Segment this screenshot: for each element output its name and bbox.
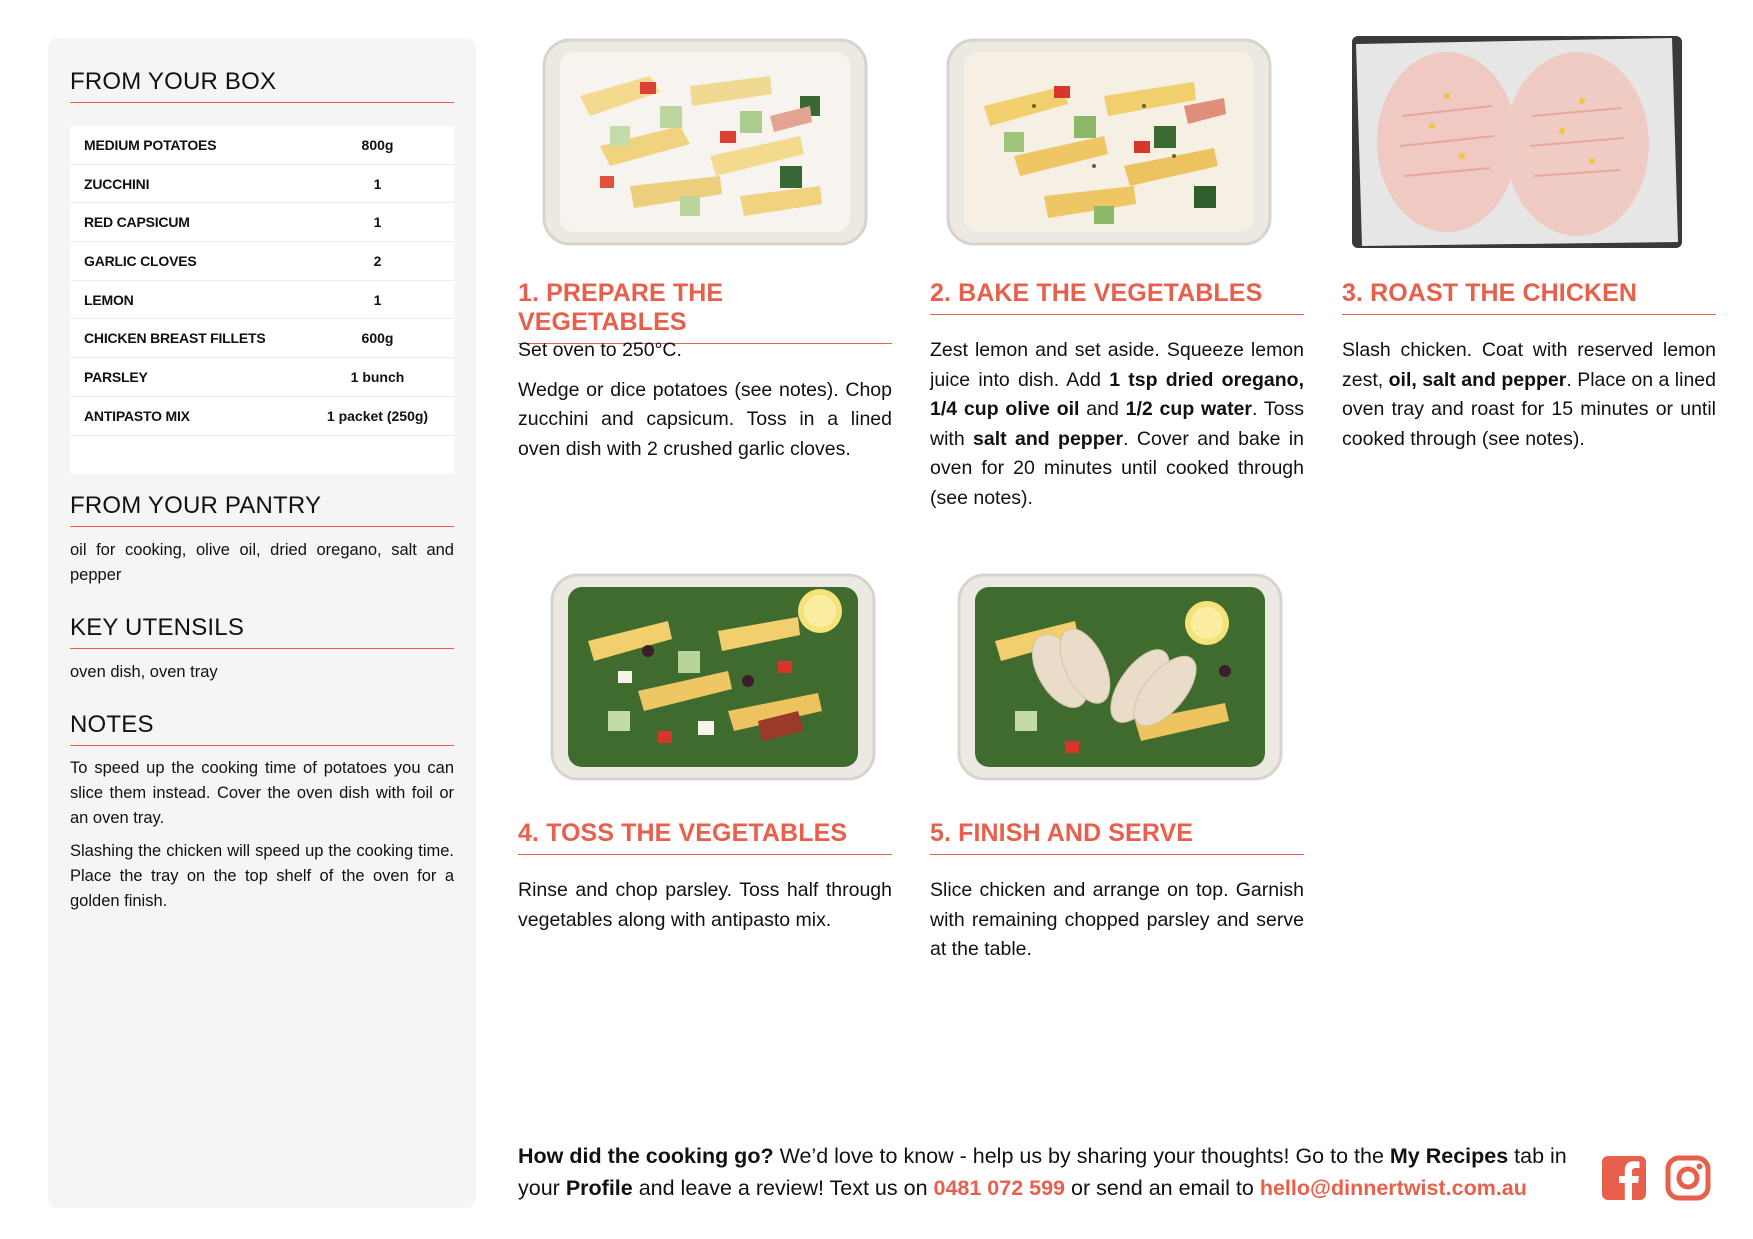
ingredient-name: PARSLEY (84, 368, 148, 385)
from-your-pantry-heading: FROM YOUR PANTRY (70, 492, 454, 527)
step-1-para-1: Set oven to 250°C. (518, 339, 682, 361)
pantry-text: oil for cooking, olive oil, dried oregano, salt and pepper (70, 541, 454, 584)
feedback-footer (518, 1141, 1578, 1204)
step-2-para (930, 336, 1304, 513)
bold-run: salt and pepper (973, 427, 1124, 450)
text-run: Slash chicken. Coat with reserved lemon zest, (1342, 339, 1716, 391)
profile-label: Profile (565, 1175, 633, 1200)
ingredients-table (70, 126, 454, 474)
bold-run: oil, salt and pepper (1388, 368, 1567, 391)
note-1: To speed up the cooking time of potatoes you can slice them instead. Cover the oven dish with foil or an oven tray. (70, 759, 454, 827)
notes-text (70, 756, 454, 922)
step-5-title: 5. FINISH AND SERVE (930, 819, 1304, 855)
step-5-text (930, 876, 1304, 975)
table-row (70, 165, 454, 204)
step-3-title: 3. ROAST THE CHICKEN (1342, 279, 1716, 315)
step-5-photo (955, 571, 1285, 783)
ingredient-qty: 2 (373, 252, 382, 269)
ingredient-qty: 600g (361, 330, 394, 347)
ingredient-name: ZUCCHINI (84, 175, 150, 192)
feedback-question: How did the cooking go? (518, 1144, 774, 1168)
table-row (70, 203, 454, 242)
text-run: . Place on a lined oven tray and roast for 15 minutes or until cooked through (see notes). (1342, 368, 1716, 450)
table-row (70, 319, 454, 358)
ingredient-name: LEMON (84, 291, 134, 308)
ingredient-qty: 1 (373, 175, 382, 192)
ingredient-qty: 1 (373, 214, 382, 231)
text-run: and leave a review! Text us on (632, 1175, 934, 1200)
from-your-box-heading: FROM YOUR BOX (70, 68, 454, 103)
ingredient-name: ANTIPASTO MIX (84, 407, 190, 424)
step-2-photo (944, 36, 1274, 248)
phone-link[interactable]: 0481 072 599 (933, 1175, 1066, 1200)
email-link[interactable]: hello@dinnertwist.com.au (1259, 1175, 1527, 1200)
ingredient-qty: 1 (373, 291, 382, 308)
step-4-photo (548, 571, 878, 783)
step-1-title: 1. PREPARE THE VEGETABLES (518, 279, 892, 344)
notes-heading: NOTES (70, 711, 454, 746)
step-4-text (518, 876, 892, 945)
ingredient-name: RED CAPSICUM (84, 214, 190, 231)
table-row (70, 358, 454, 397)
ingredient-qty: 1 packet (250g) (326, 407, 429, 424)
table-row (70, 281, 454, 320)
utensils-text: oven dish, oven tray (70, 663, 218, 681)
step-1-text (518, 336, 892, 474)
bold-run: 1/2 cup water (1125, 398, 1252, 420)
table-row (70, 397, 454, 436)
step-2-title: 2. BAKE THE VEGETABLES (930, 279, 1304, 315)
text-run: or send an email to (1065, 1175, 1260, 1200)
text-run: Zest lemon and set aside. Squeeze lemon juice into dish. Add (930, 339, 1304, 391)
ingredient-qty: 1 bunch (350, 368, 405, 385)
step-3-photo (1352, 36, 1682, 248)
ingredient-name: MEDIUM POTATOES (84, 136, 217, 153)
text-run: . Toss with (930, 398, 1304, 450)
step-4-title: 4. TOSS THE VEGETABLES (518, 819, 892, 855)
table-row (70, 242, 454, 281)
key-utensils-heading: KEY UTENSILS (70, 614, 454, 649)
step-3-text (1342, 336, 1716, 464)
step-1-photo (540, 36, 870, 248)
text-run: We’d love to know - help us by sharing your thoughts! Go to the (773, 1144, 1390, 1168)
my-recipes-label: My Recipes (1389, 1144, 1509, 1168)
ingredients-sidebar (48, 38, 476, 1208)
ingredient-name: CHICKEN BREAST FILLETS (84, 330, 266, 347)
table-row (70, 126, 454, 165)
step-1-para-2: Wedge or dice potatoes (see notes). Chop zucchini and capsicum. Toss in a lined oven dish with 2 crushed garlic cloves. (518, 378, 892, 460)
step-3-para (1342, 336, 1716, 454)
text-run: . Cover and bake in oven for 20 minutes until cooked through (see notes). (930, 427, 1304, 509)
step-4-para: Rinse and chop parsley. Toss half through vegetables along with antipasto mix. (518, 879, 892, 931)
step-2-text (930, 336, 1304, 523)
instagram-icon[interactable] (1665, 1155, 1711, 1201)
text-run: tab in your (518, 1144, 1567, 1200)
bold-run: 1 tsp dried oregano, 1/4 cup olive oil (930, 368, 1304, 420)
ingredient-qty: 800g (361, 136, 394, 153)
text-run: and (1079, 398, 1126, 420)
ingredient-name: GARLIC CLOVES (84, 252, 197, 269)
facebook-icon[interactable] (1601, 1155, 1647, 1201)
step-5-para: Slice chicken and arrange on top. Garnish with remaining chopped parsley and serve at the table. (930, 879, 1304, 960)
note-2: Slashing the chicken will speed up the cooking time. Place the tray on the top shelf of the oven for a golden finish. (70, 842, 454, 910)
